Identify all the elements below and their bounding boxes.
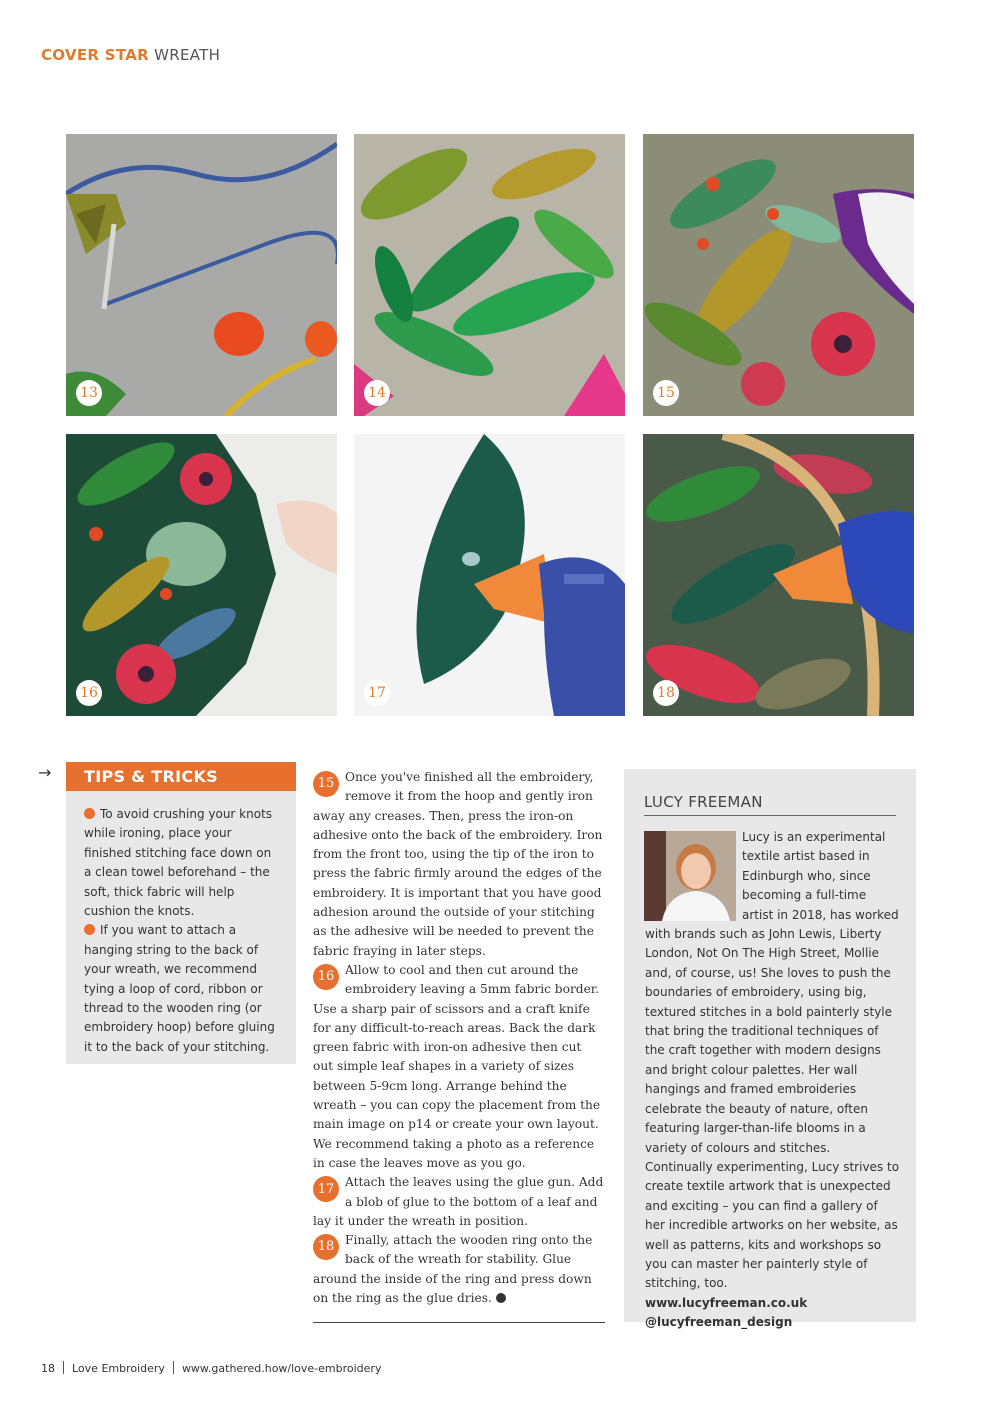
bio-text: [645, 828, 901, 1333]
hoop-glue-icon: [643, 434, 914, 716]
designer-website-link[interactable]: www.lucyfreeman.co.uk: [645, 1295, 808, 1310]
photo-number: 14: [364, 380, 390, 406]
photo-number: 17: [364, 680, 390, 706]
arrow-right-icon: →: [38, 763, 52, 782]
iron-icon: [643, 134, 914, 416]
needle-threading-icon: [66, 134, 337, 416]
instruction-step: 15 Once you've finished all the embroidery, remove it from the hoop and gently iron away any creases. Then, press the iron-on adhesive onto the back of the embroidery. Iron from the front too, using the tip of the iron to press the fabric firmly around the edges of the embroidery. It is important that you have good adhesion around the outside of your stitching as the adhesive will be needed to prevent the fabric fraying in later steps.: [313, 770, 603, 958]
step-number-badge: 18: [313, 1234, 339, 1260]
designer-bio-box: [624, 769, 916, 1330]
bio-paragraph: Lucy is an experimental textile artist based in Edinburgh who, since becoming a full-time artist in 2018, has worked with brands such as John Lewis, Liberty London, Not On The High Street, Mollie and, of course, us! She loves to push the boundaries of embroidery, using big, textured stitches in a bold painterly style that bring the traditional techniques of the craft together with modern designs and bright colour palettes. Her wall hangings and framed embroideries celebrate the beauty of nature, often featuring larger-than-life blooms in a variety of colours and stitches. Continually experimenting, Lucy strives to create textile artwork that is unexpected and exciting – you can find a gallery of her incredible artworks on her website, as well as patterns, kits and workshops so you can master her painterly style of stitching, too.: [645, 830, 900, 1291]
photo-number: 13: [76, 380, 102, 406]
step-number-badge: 17: [313, 1176, 339, 1202]
designer-social-handle[interactable]: @lucyfreeman_design: [645, 1315, 793, 1330]
section-header: [41, 46, 220, 64]
name-underline: [644, 815, 896, 816]
column-divider: [313, 1322, 605, 1323]
designer-name: LUCY FREEMAN: [644, 793, 763, 811]
glue-gun-icon: [354, 434, 625, 716]
tips-title: TIPS & TRICKS: [66, 762, 296, 791]
bullet-icon: [84, 924, 95, 935]
section-sublabel: WREATH: [154, 46, 221, 64]
photo-number: 15: [653, 380, 679, 406]
leaf-embroidery-icon: [354, 134, 625, 416]
instructions-column: [313, 768, 605, 1308]
tips-body: [66, 791, 296, 1057]
section-label: COVER STAR: [41, 46, 150, 64]
step-photo-17: [354, 434, 625, 716]
step-photo-15: [643, 134, 914, 416]
instruction-step: 18 Finally, attach the wooden ring onto the back of the wreath for stability. Glue around the inside of the ring and press down on the ring as the glue dries.: [313, 1233, 593, 1306]
page-number: 18: [41, 1362, 55, 1375]
instruction-step: 16 Allow to cool and then cut around the embroidery leaving a 5mm fabric border. Use a sharp pair of scissors and a craft knife for any difficult-to-reach areas. Back the dark green fabric with iron-on adhesive then cut out simple leaf shapes in a variety of sizes between 5-9cm long. Arrange behind the wreath – you can copy the placement from the main image on p14 or create your own layout. We recommend taking a photo as a reference in case the leaves move as you go.: [313, 962, 601, 1170]
step-number-badge: 15: [313, 771, 339, 797]
magazine-name: Love Embroidery: [72, 1362, 165, 1375]
step-number-badge: 16: [313, 964, 339, 990]
step-photo-14: [354, 134, 625, 416]
photo-number: 18: [653, 680, 679, 706]
fabric-backing-icon: [66, 434, 337, 716]
end-mark-icon: [496, 1293, 506, 1303]
step-photo-13: [66, 134, 337, 416]
magazine-url[interactable]: www.gathered.how/love-embroidery: [181, 1362, 382, 1375]
page-footer: [41, 1361, 381, 1375]
tips-box: [66, 762, 296, 1064]
bullet-icon: [84, 808, 95, 819]
step-photo-18: [643, 434, 914, 716]
instruction-step: 17 Attach the leaves using the glue gun. Add a blob of glue to the bottom of a leaf and lay it under the wreath in position.: [313, 1175, 604, 1228]
step-photo-16: [66, 434, 337, 716]
photo-number: 16: [76, 680, 102, 706]
tip-item: To avoid crushing your knots while ironing, place your finished stitching face down on a clean towel beforehand – the soft, thick fabric will help cushion the knots.: [84, 807, 273, 919]
tip-item: If you want to attach a hanging string to the back of your wreath, we recommend tying a loop of cord, ribbon or thread to the wooden ring (or embroidery hoop) before gluing it to the back of your stitching.: [84, 923, 275, 1054]
